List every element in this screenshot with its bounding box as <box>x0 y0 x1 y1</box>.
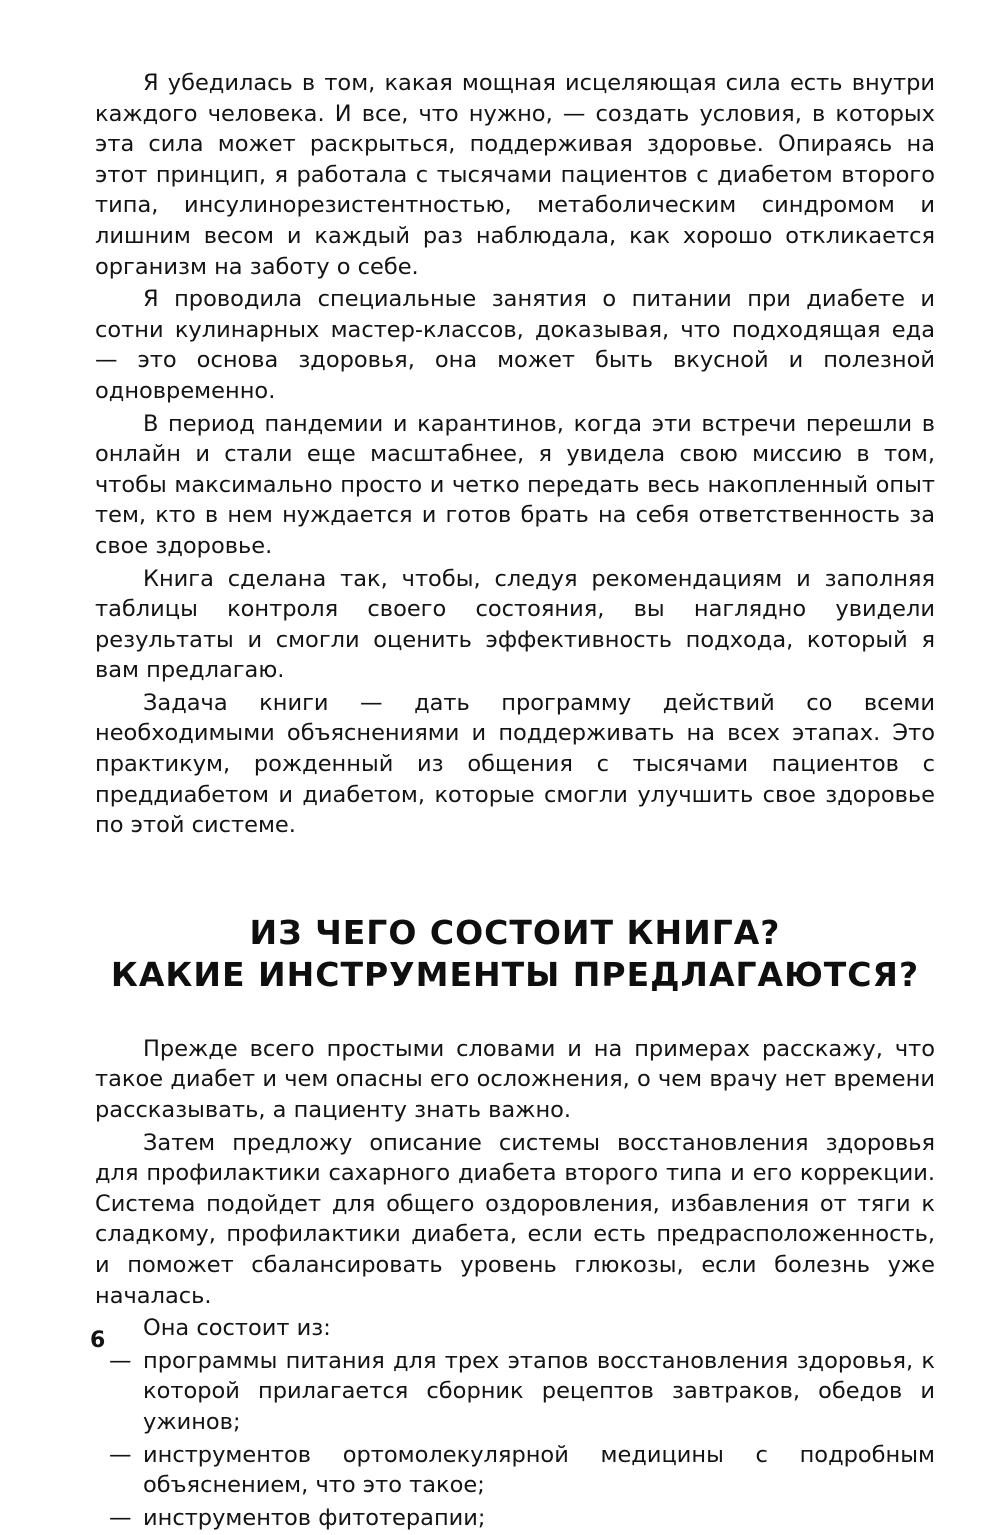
list-dash: — <box>109 1441 132 1468</box>
section-title-line-2: КАКИЕ ИНСТРУМЕНТЫ ПРЕДЛАГАЮТСЯ? <box>110 954 920 994</box>
list-dash: — <box>109 1347 132 1374</box>
list-dash: — <box>109 1504 132 1531</box>
intro-paragraph-4: Книга сделана так, чтобы, следуя рекомендациям и заполняя таблицы контроля своего состояния, вы наглядно увидели результаты и смогли оценить эффективность подхода, который я вам предлагаю. <box>95 565 935 684</box>
page-number: 6 <box>90 1328 106 1353</box>
intro-paragraph-5: Задача книги — дать программу действий со всеми необходимыми объяснениями и поддерживать на всех этапах. Это практикум, рожденный из общения с тысячами пациентов с преддиабетом и диабетом, которые смогли улучшить свое здоровье по этой системе. <box>95 689 935 839</box>
page-content <box>95 68 935 1535</box>
list-item-text: инструментов ортомолекулярной медицины с подробным объяснением, что это такое; <box>143 1441 935 1499</box>
list-item <box>95 1503 935 1534</box>
section-paragraph-1: Прежде всего простыми словами и на примерах расскажу, что такое диабет и чем опасны его осложнения, о чем врачу нет времени рассказывать, а пациенту знать важно. <box>95 1035 935 1124</box>
section-title-line-1: ИЗ ЧЕГО СОСТОИТ КНИГА? <box>249 912 781 952</box>
section-paragraph-3: Она состоит из: <box>143 1315 331 1342</box>
section-paragraph-2: Затем предложу описание системы восстановления здоровья для профилактики сахарного диабета второго типа и его коррекции. Система подойдет для общего оздоровления, избавления от тяги к сладкому, профилактики диабета, если есть предрасположенность, и поможет сбалансировать уровень глюкозы, если болезнь уже началась. <box>95 1129 935 1309</box>
intro-paragraph-1: Я убедилась в том, какая мощная исцеляющая сила есть внутри каждого человека. И все, что нужно, — создать условия, в которых эта сила может раскрыться, поддерживая здоровье. Опираясь на этот принцип, я работала с тысячами пациентов с диабетом второго типа, инсулинорезистентностью, метаболическим синдромом и лишним весом и каждый раз наблюдала, как хорошо откликается организм на заботу о себе. <box>95 70 935 280</box>
section-title <box>95 912 935 996</box>
list-item-text: инструментов фитотерапии; <box>143 1504 486 1531</box>
intro-paragraph-2: Я проводила специальные занятия о питании при диабете и сотни кулинарных мастер-классов, доказывая, что подходящая еда — это основа здоровья, она может быть вкусной и полезной одновременно. <box>95 286 935 404</box>
list-item-text: программы питания для трех этапов восстановления здоровья, к которой прилагается сборник рецептов завтраков, обедов и ужинов; <box>143 1347 935 1435</box>
intro-paragraph-3: В период пандемии и карантинов, когда эти встречи перешли в онлайн и стали еще масштабнее, я увидела свою миссию в том, чтобы максимально просто и четко передать весь накопленный опыт тем, кто в нем нуждается и готов брать на себя ответственность за свое здоровье. <box>95 410 935 559</box>
list-item <box>95 1440 935 1501</box>
list-item <box>95 1346 935 1438</box>
components-list <box>95 1346 935 1534</box>
